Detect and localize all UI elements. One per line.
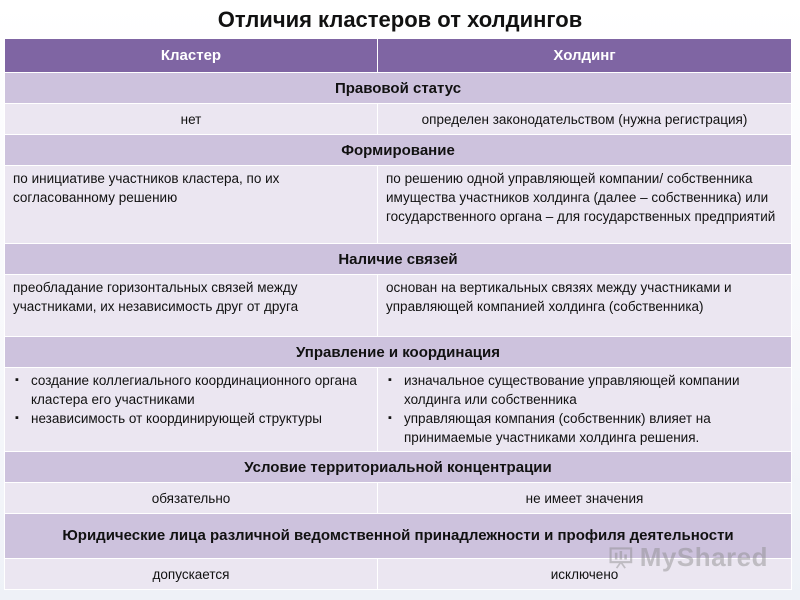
section-title: Наличие связей	[5, 244, 792, 275]
list-item-text: независимость от координирующей структуры	[31, 411, 322, 426]
section-title: Юридические лица различной ведомственной принадлежности и профиля деятельности	[5, 514, 792, 559]
cluster-cell: допускается	[5, 559, 378, 590]
cluster-cell: преобладание горизонтальных связей между участниками, их независимость друг от друга	[5, 275, 378, 337]
section-header-row	[5, 452, 792, 483]
square-bullet-icon: ▪	[15, 412, 19, 424]
cluster-cell: по инициативе участников кластера, по их согласованному решению	[5, 166, 378, 244]
comparison-table	[4, 38, 792, 590]
cluster-cell: нет	[5, 104, 378, 135]
holding-cell: основан на вертикальных связях между участниками и управляющей компанией холдинга (собственника)	[378, 275, 792, 337]
list-item	[13, 409, 369, 428]
table-row	[5, 166, 792, 244]
section-header-row	[5, 337, 792, 368]
watermark-text: MyShared	[639, 541, 768, 572]
section-title: Формирование	[5, 135, 792, 166]
holding-cell	[378, 368, 792, 452]
list-item	[13, 371, 369, 409]
table-row	[5, 104, 792, 135]
section-title: Управление и координация	[5, 337, 792, 368]
table-header-row	[5, 39, 792, 73]
holding-bullet-list	[386, 371, 783, 447]
page-title: Отличия кластеров от холдингов	[217, 7, 583, 32]
holding-cell: исключено	[378, 559, 792, 590]
section-title: Правовой статус	[5, 73, 792, 104]
list-item	[386, 371, 783, 409]
section-title: Условие территориальной концентрации	[5, 452, 792, 483]
watermark	[608, 540, 768, 574]
table-row	[5, 483, 792, 514]
cluster-cell: обязательно	[5, 483, 378, 514]
square-bullet-icon: ▪	[388, 412, 392, 424]
section-header-row	[5, 244, 792, 275]
square-bullet-icon: ▪	[15, 374, 19, 386]
cluster-bullet-list	[13, 371, 369, 428]
column-header-holding: Холдинг	[378, 39, 792, 73]
list-item-text: создание коллегиального координационного органа кластера его участниками	[31, 373, 357, 407]
table-row	[5, 368, 792, 452]
list-item	[386, 409, 783, 447]
square-bullet-icon: ▪	[388, 374, 392, 386]
presentation-board-icon	[608, 542, 634, 572]
section-header-row	[5, 135, 792, 166]
list-item-text: управляющая компания (собственник) влияет на принимаемые участниками холдинга решения.	[404, 411, 711, 445]
holding-cell: определен законодательством (нужна регистрация)	[378, 104, 792, 135]
cluster-cell	[5, 368, 378, 452]
holding-cell: не имеет значения	[378, 483, 792, 514]
table-row	[5, 275, 792, 337]
list-item-text: изначальное существование управляющей компании холдинга или собственника	[404, 373, 740, 407]
holding-cell: по решению одной управляющей компании/ собственника имущества участников холдинга (далее – собственника) или государственного органа – для государственных предприятий	[378, 166, 792, 244]
section-header-row	[5, 73, 792, 104]
column-header-cluster: Кластер	[5, 39, 378, 73]
